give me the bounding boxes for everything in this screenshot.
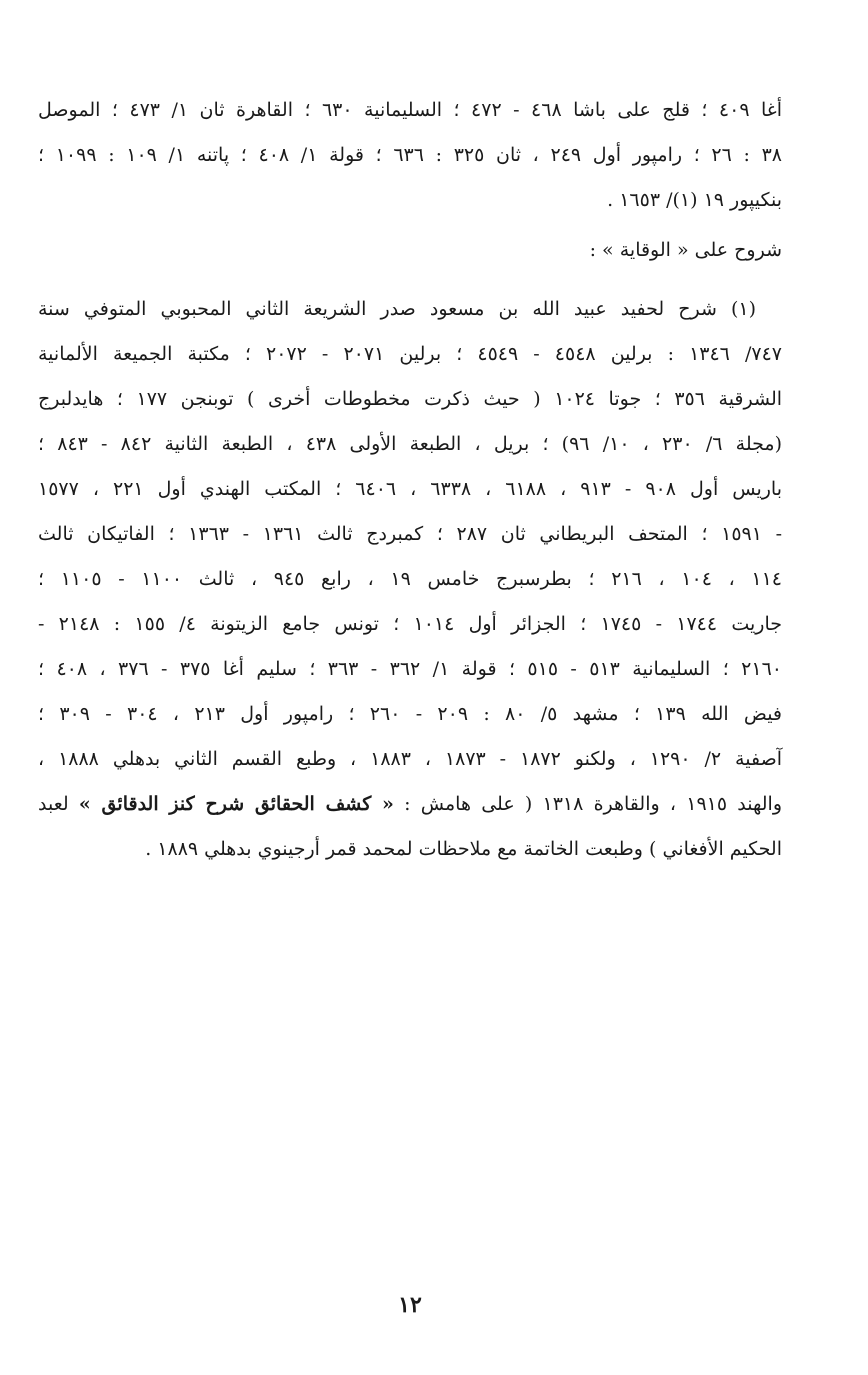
text-line: ٢١٦٠ ؛ السليمانية ٥١٣ - ٥١٥ ؛ قولة ١/ ٣٦٢ - ٣٦٣ ؛ سليم أغا ٣٧٥ - ٣٧٦ ، ٤٠٨ ؛: [38, 658, 782, 680]
text-line: - ١٥٩١ ؛ المتحف البريطاني ثان ٢٨٧ ؛ كمبردج ثالث ١٣٦١ - ١٣٦٣ ؛ الفاتيكان ثالث: [38, 523, 782, 545]
section-heading: شروح على « الوقاية » :: [589, 239, 782, 261]
text-line: (١) شرح لحفيد عبيد الله بن مسعود صدر الشريعة الثاني المحبوبي المتوفي سنة: [38, 298, 756, 320]
text-line: [38, 782, 782, 827]
text-fragment: لعبد: [38, 793, 79, 815]
text-line: باريس أول ٩٠٨ - ٩١٣ ، ٦١٨٨ ، ٦٣٣٨ ، ٦٤٠٦ ؛ المكتب الهندي أول ٢٢١ ، ١٥٧٧: [38, 478, 782, 500]
page-number: ١٢: [398, 1292, 422, 1318]
text-line: الحكيم الأفغاني ) وطبعت الخاتمة مع ملاحظات لمحمد قمر أرجينوي بدهلي ١٨٨٩ .: [145, 838, 782, 860]
text-fragment: والهند ١٩١٥ ، والقاهرة ١٣١٨ ( على هامش :: [393, 793, 783, 815]
text-line: فيض الله ١٣٩ ؛ مشهد ٥/ ٨٠ : ٢٠٩ - ٢٦٠ ؛ رامپور أول ٢١٣ ، ٣٠٤ - ٣٠٩ ؛: [38, 703, 783, 725]
text-line: آصفية ٢/ ١٢٩٠ ، ولكنو ١٨٧٢ - ١٨٧٣ ، ١٨٨٣ ، وطبع القسم الثاني بدهلي ١٨٨٨ ،: [38, 748, 782, 770]
book-title-bold: « كشف الحقائق شرح كنز الدقائق »: [78, 793, 394, 815]
paragraph-commentary-1: [38, 287, 782, 872]
text-line: (مجلة ٦/ ٢٣٠ ، ١٠/ ٩٦) ؛ بريل ، الطبعة الأولى ٤٣٨ ، الطبعة الثانية ٨٤٢ - ٨٤٣ ؛: [38, 433, 782, 455]
text-line: ١١٤ ، ١٠٤ ، ٢١٦ ؛ بطرسبرج خامس ١٩ ، رابع ٩٤٥ ، ثالث ١١٠٠ - ١١٠٥ ؛: [38, 568, 782, 590]
text-line: ٧٤٧/ ١٣٤٦ : برلين ٤٥٤٨ - ٤٥٤٩ ؛ برلين ٢٠٧١ - ٢٠٧٢ ؛ مكتبة الجميعة الألمانية: [38, 343, 783, 365]
text-line: ٣٨ : ٢٦ ؛ رامپور أول ٢٤٩ ، ثان ٣٢٥ : ٦٣٦ ؛ قولة ١/ ٤٠٨ ؛ پاتنه ١/ ١٠٩ : ١٠٩٩ ؛: [38, 144, 782, 166]
text-line: الشرقية ٣٥٦ ؛ جوتا ١٠٢٤ ( حيث ذكرت مخطوطات أخرى ) توبنجن ١٧٧ ؛ هايدلبرج: [38, 388, 783, 410]
page-body: [38, 88, 782, 872]
text-line: بنكيپور ١٩ (١)/ ١٦٥٣ .: [607, 189, 782, 211]
text-line: أغا ٤٠٩ ؛ قلج على باشا ٤٦٨ - ٤٧٢ ؛ السليمانية ٦٣٠ ؛ القاهرة ثان ١/ ٤٧٣ ؛ الموصل: [38, 99, 783, 121]
paragraph-mss-list-1: [38, 88, 782, 223]
text-line: جاريت ١٧٤٤ - ١٧٤٥ ؛ الجزائر أول ١٠١٤ ؛ تونس جامع الزيتونة ٤/ ١٥٥ : ٢١٤٨ -: [38, 613, 782, 635]
